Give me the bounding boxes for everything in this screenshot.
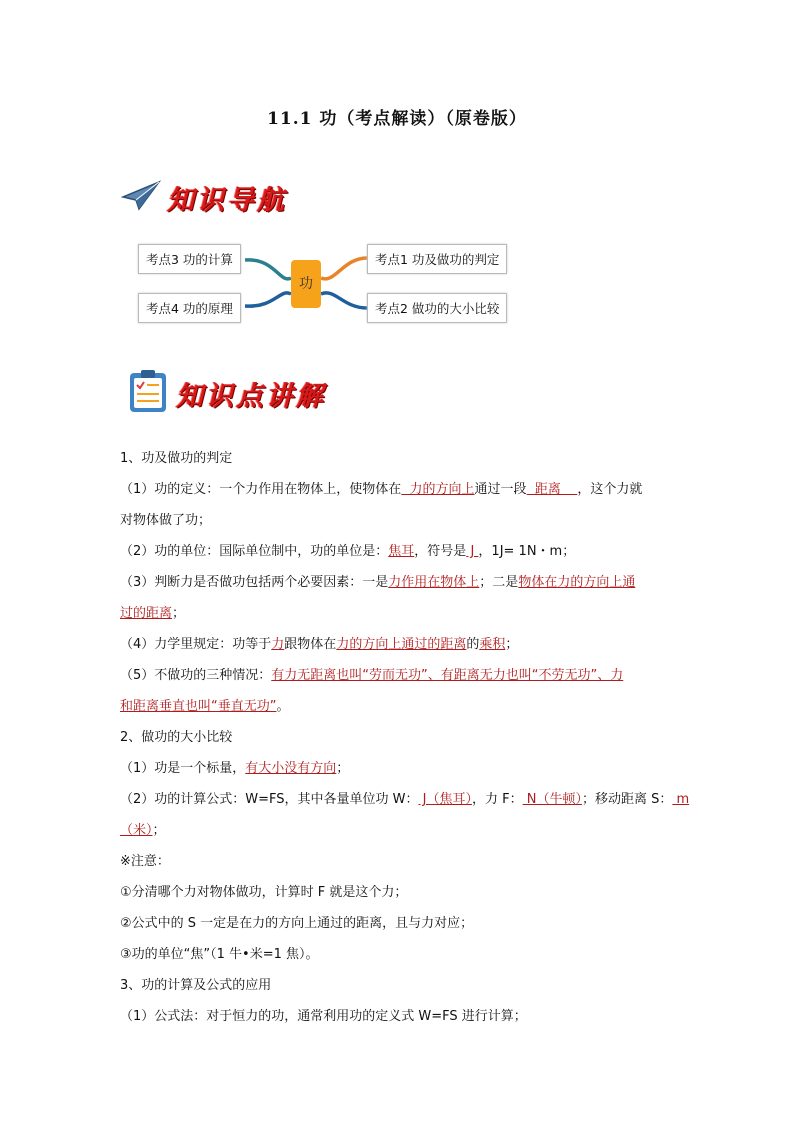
text: （2）功的计算公式：W=FS，其中各量单位功 W： <box>120 792 419 807</box>
answer: 有力无距离也叫“劳而无功”、有距离无力也叫“不劳无功”、力 <box>271 668 624 683</box>
section2-heading: 2、做功的大小比较 <box>120 730 233 745</box>
s1-para3 <box>120 567 690 598</box>
s1-para5-cont <box>120 691 690 722</box>
page-title: 11.1 功（考点解读）（原卷版） <box>267 109 527 129</box>
s1-para1 <box>120 474 690 505</box>
answer: J（焦耳） <box>418 792 472 807</box>
note-item-3: ③功的单位“焦”（1 牛•米=1 焦）。 <box>120 947 319 962</box>
text: ；二是 <box>479 575 519 590</box>
s1-para1-cont: 对物体做了功； <box>120 513 212 528</box>
answer: 乘积 <box>479 637 506 652</box>
text: （3）判断力是否做功包括两个必要因素：一是 <box>120 575 389 590</box>
text: 。 <box>276 699 290 714</box>
note-item-2: ②公式中的 S 一定是在力的方向上通过的距离，且与力对应； <box>120 916 474 931</box>
text: ； <box>172 606 186 621</box>
content-body <box>120 443 690 1032</box>
text: 的 <box>466 637 480 652</box>
paper-plane-icon <box>121 179 161 217</box>
answer: 力的方向上通过的距离 <box>336 637 467 652</box>
answer: 距离 <box>526 482 578 497</box>
mindmap-center: 功 <box>291 260 321 308</box>
text: 跟物体在 <box>284 637 337 652</box>
mindmap-node-topic3: 考点3 功的计算 <box>138 244 241 274</box>
knowledge-navigation-banner <box>121 178 287 217</box>
note-heading: ※注意： <box>120 854 170 869</box>
text: ；移动距离 S： <box>581 792 673 807</box>
text: ，符号是 <box>414 544 467 559</box>
text: ； <box>152 823 166 838</box>
s3-para1: （1）公式法：对于恒力的功，通常利用功的定义式 W=FS 进行计算； <box>120 1009 527 1024</box>
s2-para2 <box>120 784 690 815</box>
text: 通过一段 <box>474 482 527 497</box>
banner-nav-text: 知识导航 <box>167 185 287 216</box>
answer: 力 <box>271 637 285 652</box>
text: ； <box>336 761 350 776</box>
knowledge-explanation-banner <box>128 368 326 418</box>
s1-para3-cont <box>120 598 690 629</box>
text: （1）功是一个标量， <box>120 761 246 776</box>
answer: 力作用在物体上 <box>388 575 480 590</box>
section1-heading: 1、功及做功的判定 <box>120 451 233 466</box>
s2-para2-cont <box>120 815 690 846</box>
answer: 过的距离 <box>120 606 173 621</box>
mindmap-node-topic4: 考点4 功的原理 <box>138 293 241 323</box>
answer: J <box>466 544 479 559</box>
banner-exp-text: 知识点讲解 <box>176 380 326 412</box>
s1-para2 <box>120 536 690 567</box>
text: ，力 F： <box>471 792 523 807</box>
clipboard-checklist-icon <box>128 368 168 418</box>
answer: N（牛顿） <box>522 792 582 807</box>
answer: 物体在力的方向上通 <box>518 575 636 590</box>
mind-map <box>135 236 515 331</box>
answer: m <box>672 792 690 807</box>
text: （2）功的单位：国际单位制中，功的单位是： <box>120 544 389 559</box>
mindmap-node-topic2: 考点2 做功的大小比较 <box>367 293 507 323</box>
s1-para5 <box>120 660 690 691</box>
text: （5）不做功的三种情况： <box>120 668 272 683</box>
mindmap-node-topic1: 考点1 功及做功的判定 <box>367 244 507 274</box>
section3-heading: 3、功的计算及公式的应用 <box>120 978 272 993</box>
s1-para4 <box>120 629 690 660</box>
text: ，这个力就 <box>577 482 643 497</box>
s2-para1 <box>120 753 690 784</box>
answer: 焦耳 <box>388 544 415 559</box>
text: （4）力学里规定：功等于 <box>120 637 272 652</box>
text: ，1J= 1N・m； <box>478 544 576 559</box>
text: ； <box>505 637 519 652</box>
answer: 力的方向上 <box>401 482 475 497</box>
answer: （米） <box>120 823 153 838</box>
note-item-1: ①分清哪个力对物体做功，计算时 F 就是这个力； <box>120 885 408 900</box>
answer: 和距离垂直也叫“垂直无功” <box>120 699 277 714</box>
answer: 有大小没有方向 <box>245 761 337 776</box>
text: （1）功的定义：一个力作用在物体上，使物体在 <box>120 482 402 497</box>
